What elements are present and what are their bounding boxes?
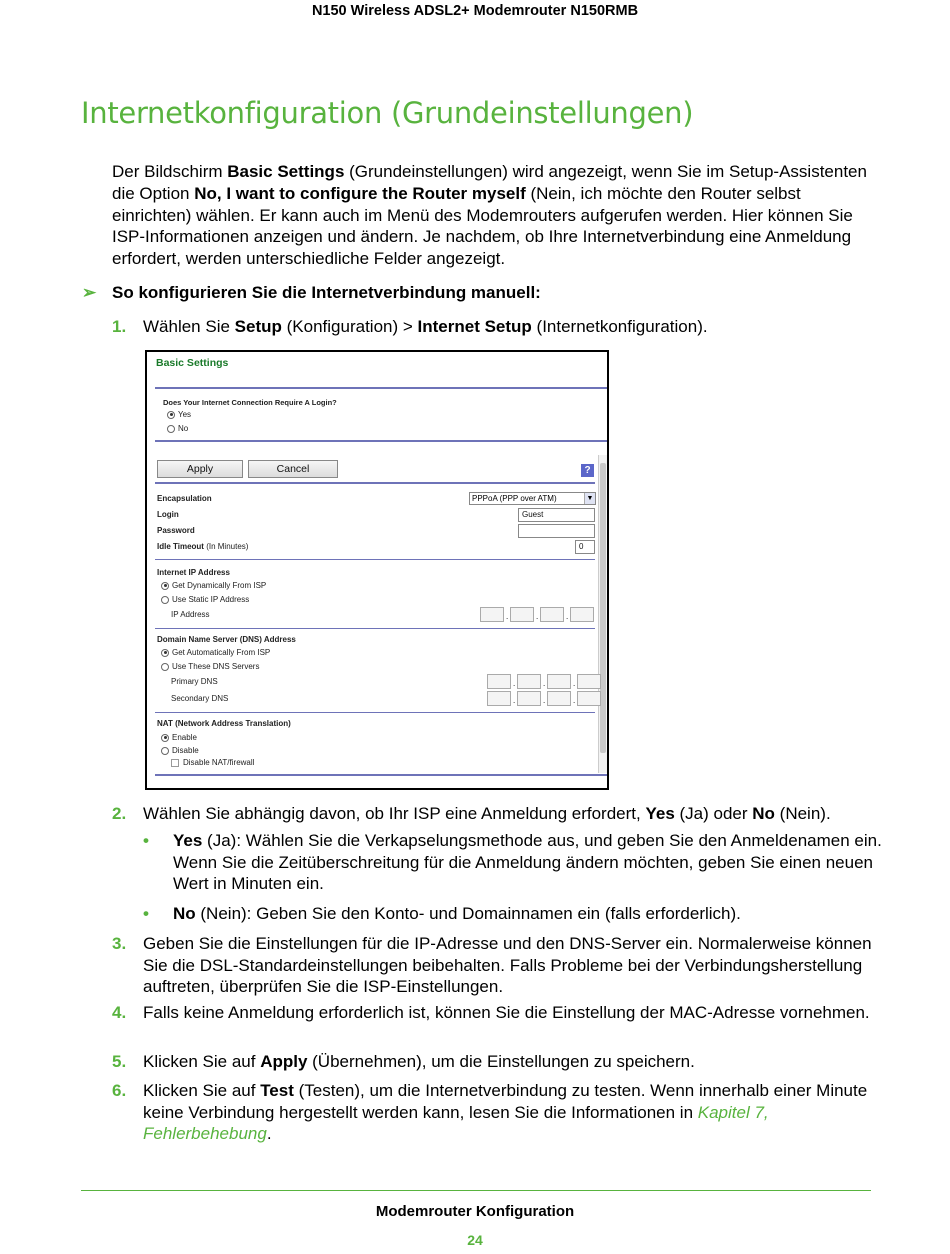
- option-label: Disable NAT/firewall: [183, 758, 255, 767]
- step-text-part: (Übernehmen), um die Einstellungen zu speichern.: [307, 1052, 695, 1071]
- step-6: [112, 1080, 882, 1145]
- idle-timeout-text: Idle Timeout: [157, 542, 204, 551]
- step-text: Falls keine Anmeldung erforderlich ist, können Sie die Einstellung der MAC-Adresse vornehmen.: [143, 1003, 870, 1022]
- radio-selected-icon[interactable]: [161, 649, 169, 657]
- secondary-dns-octet-input[interactable]: [577, 691, 601, 706]
- help-icon[interactable]: ?: [581, 464, 594, 477]
- primary-dns-octet-input[interactable]: [577, 674, 601, 689]
- step-3: [112, 933, 882, 998]
- idle-timeout-input[interactable]: 0: [575, 540, 595, 554]
- step-text: [143, 1080, 882, 1145]
- step-text-part: Klicken Sie auf: [143, 1081, 261, 1100]
- footer-title: Modemrouter Konfiguration: [375, 1203, 575, 1220]
- step-1: [112, 316, 882, 338]
- divider: [155, 774, 607, 776]
- nat-disable-option[interactable]: [161, 746, 199, 755]
- running-header: N150 Wireless ADSL2+ Modemrouter N150RMB: [311, 3, 639, 19]
- bullet-text-part: (Nein): Geben Sie den Konto- und Domainnamen ein (falls erforderlich).: [195, 904, 741, 923]
- password-label: Password: [157, 526, 195, 535]
- procedure-heading: [82, 283, 541, 303]
- octet-separator: .: [573, 696, 576, 705]
- option-label: Use Static IP Address: [172, 595, 250, 604]
- step-bold: Yes: [645, 804, 675, 823]
- page-number: 24: [467, 1232, 483, 1248]
- bullet-text: [173, 830, 883, 895]
- step-text-part: (Internetkonfiguration).: [531, 317, 708, 336]
- intro-text-3: (Nein, ich möchte den Router selbst einrichten) wählen. Er kann auch im Menü des Modemrouters aufgerufen werden. Hier können Sie ISP-Informationen anzeigen und ändern. Je nachdem, ob Ihre Internetverbindung eine Anmeldung erfordert, werden unterschiedliche Felder angezeigt.: [112, 183, 853, 269]
- ip-octet-input[interactable]: [510, 607, 534, 622]
- step-text-part: .: [266, 1124, 272, 1144]
- step-number: 1.: [112, 317, 127, 336]
- apply-button[interactable]: Apply: [157, 460, 243, 478]
- option-label: Yes: [178, 410, 192, 419]
- option-label: Secondary DNS: [171, 694, 229, 703]
- ip-octet-input[interactable]: [480, 607, 504, 622]
- octet-separator: .: [573, 679, 576, 688]
- scrollbar[interactable]: [598, 455, 607, 773]
- bullet-icon: •: [143, 904, 149, 923]
- octet-separator: .: [536, 612, 539, 621]
- intro-bold-2: No, I want to configure the Router myself: [194, 183, 526, 203]
- option-label: IP Address: [171, 610, 210, 619]
- page-title: Internetkonfiguration (Grundeinstellungen): [81, 96, 694, 130]
- dns-auto-option[interactable]: [161, 648, 270, 657]
- chapter-link[interactable]: Kapitel 7, Fehlerbehebung: [143, 1102, 769, 1144]
- step-2: [112, 803, 882, 825]
- octet-separator: .: [513, 696, 516, 705]
- checkbox[interactable]: [171, 759, 179, 767]
- step-number: 5.: [112, 1052, 127, 1071]
- step-bold: Test: [260, 1081, 294, 1100]
- bullet-yes: [143, 830, 883, 895]
- intro-paragraph: [112, 161, 882, 270]
- procedure-arrow-icon: ➢: [82, 283, 97, 302]
- radio-selected-icon[interactable]: [161, 582, 169, 590]
- step-text-part: Klicken Sie auf: [143, 1052, 261, 1071]
- basic-settings-screenshot: [145, 350, 609, 790]
- step-number: 4.: [112, 1003, 127, 1022]
- login-question: Does Your Internet Connection Require A Login?: [163, 398, 337, 407]
- ip-section-title: Internet IP Address: [157, 568, 230, 577]
- octet-separator: .: [543, 679, 546, 688]
- radio-icon[interactable]: [167, 425, 175, 433]
- octet-separator: .: [566, 612, 569, 621]
- chevron-down-icon[interactable]: ▼: [584, 493, 595, 504]
- nat-section-title: NAT (Network Address Translation): [157, 719, 291, 728]
- option-label: Disable: [172, 746, 199, 755]
- ip-dynamic-option[interactable]: [161, 581, 266, 590]
- step-number: 6.: [112, 1081, 127, 1100]
- encapsulation-value: PPPoA (PPP over ATM): [472, 494, 557, 503]
- login-no-option[interactable]: [167, 424, 188, 433]
- nat-firewall-option[interactable]: [171, 758, 254, 767]
- option-label: No: [178, 424, 189, 433]
- step-text: [143, 1051, 882, 1073]
- step-text: [143, 316, 882, 338]
- bullet-bold: No: [173, 904, 196, 923]
- step-5: [112, 1051, 882, 1073]
- radio-icon[interactable]: [161, 747, 169, 755]
- option-label: Use These DNS Servers: [172, 662, 260, 671]
- screenshot-title: Basic Settings: [156, 357, 229, 369]
- step-text-part: (Nein).: [774, 804, 831, 823]
- idle-timeout-unit: (In Minutes): [206, 542, 249, 551]
- bullet-text-part: (Ja): Wählen Sie die Verkapselungsmethode aus, und geben Sie den Anmeldenamen ein. Wenn Sie die Zeitüberschreitung für die Anmeldung ändern möchten, geben Sie einen neuen Wert in Minuten ein.: [173, 831, 882, 894]
- step-text: [143, 803, 882, 825]
- encapsulation-label: Encapsulation: [157, 494, 212, 503]
- radio-icon[interactable]: [161, 596, 169, 604]
- step-text: Geben Sie die Einstellungen für die IP-Adresse und den DNS-Server ein. Normalerweise können Sie die DSL-Standardeinstellungen beibehalten. Falls Probleme bei der Verbindungsherstellung auftreten, überprüfen Sie die ISP-Einstellungen.: [143, 934, 872, 997]
- primary-dns-octet-input[interactable]: [547, 674, 571, 689]
- password-input[interactable]: [518, 524, 595, 538]
- ip-octet-input[interactable]: [540, 607, 564, 622]
- option-label: Get Dynamically From ISP: [172, 581, 267, 590]
- dns-section-title: Domain Name Server (DNS) Address: [157, 635, 296, 644]
- step-4: [112, 1002, 882, 1024]
- step-bold: Internet Setup: [417, 317, 532, 336]
- ip-address-label: [171, 610, 210, 619]
- intro-bold-1: Basic Settings: [227, 162, 345, 181]
- dns-use-option[interactable]: [161, 662, 259, 671]
- divider: [155, 387, 607, 389]
- radio-selected-icon[interactable]: [167, 411, 175, 419]
- secondary-dns-label: [171, 694, 228, 703]
- step-text-part: Wählen Sie abhängig davon, ob Ihr ISP eine Anmeldung erfordert,: [143, 804, 646, 823]
- octet-separator: .: [513, 679, 516, 688]
- primary-dns-octet-input[interactable]: [517, 674, 541, 689]
- bullet-icon: •: [143, 831, 149, 850]
- radio-icon[interactable]: [161, 663, 169, 671]
- option-label: Get Automatically From ISP: [172, 648, 271, 657]
- cancel-button[interactable]: Cancel: [248, 460, 338, 478]
- intro-text-1: Der Bildschirm: [112, 162, 228, 181]
- footer-divider: [81, 1190, 871, 1191]
- bullet-text: [173, 903, 883, 925]
- step-bold: Setup: [234, 317, 282, 336]
- scrollbar-thumb[interactable]: [600, 463, 606, 753]
- intro-text-2: (Grundeinstellungen) wird angezeigt, wenn Sie im Setup-Assistenten die Option: [112, 162, 867, 203]
- login-label: Login: [157, 510, 179, 519]
- step-bold: No: [752, 804, 775, 823]
- step-text-part: (Testen), um die Internetverbindung zu testen. Wenn innerhalb einer Minute keine Verbindung hergestellt werden kann, lesen Sie die Informationen in: [143, 1081, 868, 1122]
- idle-timeout-label: [157, 542, 248, 551]
- login-input[interactable]: Guest: [518, 508, 595, 522]
- bullet-no: [143, 903, 883, 925]
- primary-dns-label: [171, 677, 218, 686]
- step-number: 3.: [112, 934, 127, 953]
- secondary-dns-octet-input[interactable]: [547, 691, 571, 706]
- bullet-bold: Yes: [173, 831, 203, 850]
- divider: [155, 440, 607, 442]
- divider: [155, 559, 595, 560]
- login-yes-option[interactable]: [167, 410, 191, 419]
- option-label: Primary DNS: [171, 677, 218, 686]
- secondary-dns-octet-input[interactable]: [487, 691, 511, 706]
- encapsulation-select[interactable]: [469, 492, 596, 505]
- nat-enable-option[interactable]: [161, 733, 197, 742]
- primary-dns-octet-input[interactable]: [487, 674, 511, 689]
- option-label: Enable: [172, 733, 197, 742]
- radio-selected-icon[interactable]: [161, 734, 169, 742]
- divider: [155, 712, 595, 713]
- step-bold: Apply: [260, 1052, 308, 1071]
- ip-static-option[interactable]: [161, 595, 249, 604]
- divider: [155, 482, 595, 484]
- procedure-title: So konfigurieren Sie die Internetverbindung manuell:: [112, 283, 541, 302]
- step-text-part: (Konfiguration) >: [281, 317, 418, 336]
- step-text-part: (Ja) oder: [674, 804, 753, 823]
- octet-separator: .: [543, 696, 546, 705]
- ip-octet-input[interactable]: [570, 607, 594, 622]
- octet-separator: .: [506, 612, 509, 621]
- step-number: 2.: [112, 804, 127, 823]
- divider: [155, 628, 595, 629]
- secondary-dns-octet-input[interactable]: [517, 691, 541, 706]
- step-text-part: Wählen Sie: [143, 317, 235, 336]
